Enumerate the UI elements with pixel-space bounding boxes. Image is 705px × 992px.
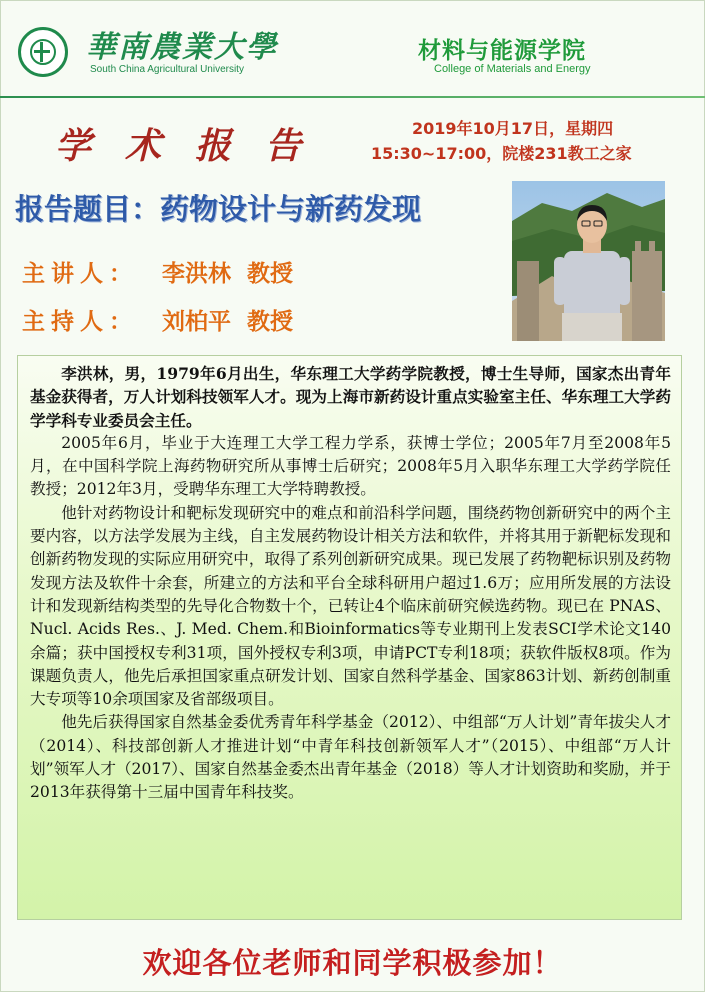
- college-name-en: College of Materials and Energy: [434, 63, 591, 75]
- college-name-cn: 材料与能源学院: [418, 38, 586, 64]
- speaker-photo: [512, 181, 665, 341]
- university-name-en: South China Agricultural University: [90, 64, 244, 75]
- welcome-message: 欢迎各位老师和同学积极参加！: [142, 946, 563, 980]
- bio-paragraph-3: 他针对药物设计和靶标发现研究中的难点和前沿科学问题，围绕药物创新研究中的两个主要内容，以方法学发展为主线，自主发展药物设计相关方法和软件，并将其用于新靶标发现和创新药物发现的实际应用研究中，取得了系列创新研究成果。现已发展了药物靶标识别及药物发现方法及软件十余套，所建立的方法和平台全球科研用户超过1.6万；应用所发展的方法设计和发现新结构类型的先导化合物数十个，已转让4个临床前研究候选药物。现已在 PNAS、Nucl. Acids Res.、J. Med. Chem.和Bioinformatics等专业期刊上发表SCI学术论文140余篇；获中国授权专利31项，国外授权专利3项，申请PCT专利18项；获软件版权8项。作为课题负责人，他先后承担国家重点研发计划、国家自然科学基金、国家863计划、新药创制重大专项等10余项国家及省部级项目。: [30, 503, 671, 709]
- event-date: 2019年10月17日，星期四: [412, 119, 614, 138]
- host-label: 主持人：: [22, 309, 138, 335]
- event-time-place: 15:30~17:00，院楼231教工之家: [371, 144, 632, 163]
- header-divider: [0, 96, 705, 98]
- speaker-bio: [17, 355, 682, 920]
- university-name-cn: 華南農業大學: [86, 30, 278, 65]
- report-title: 学术报告: [55, 125, 336, 167]
- speaker-name: 李洪林 教授: [162, 261, 294, 287]
- bio-paragraph-2: 2005年6月，毕业于大连理工大学工程力学系，获博士学位；2005年7月至2008年5月，在中国科学院上海药物研究所从事博士后研究；2008年5月入职华东理工大学药学院任教授；2012年3月，受聘华东理工大学特聘教授。: [30, 433, 671, 499]
- university-logo: [18, 27, 68, 77]
- host-row: [22, 303, 293, 336]
- bio-paragraph-1: 李洪林，男，1979年6月出生，华东理工大学药学院教授，博士生导师，国家杰出青年基金获得者，万人计划科技领军人才。现为上海市新药设计重点实验室主任、华东理工大学药学学科专业委员会主任。: [30, 364, 671, 430]
- report-topic: 报告题目：药物设计与新药发现: [15, 192, 422, 226]
- host-name: 刘柏平 教授: [162, 309, 294, 335]
- speaker-row: [22, 255, 293, 288]
- bio-paragraph-4: 他先后获得国家自然基金委优秀青年科学基金（2012）、中组部“万人计划”青年拔尖人才（2014）、科技部创新人才推进计划“中青年科技创新领军人才”（2015）、中组部“万人计划”领军人才（2017）、国家自然基金委杰出青年基金（2018）等人才计划资助和奖励，并于2013年获得第十三届中国青年科技奖。: [30, 713, 671, 802]
- speaker-label: 主讲人：: [22, 261, 138, 287]
